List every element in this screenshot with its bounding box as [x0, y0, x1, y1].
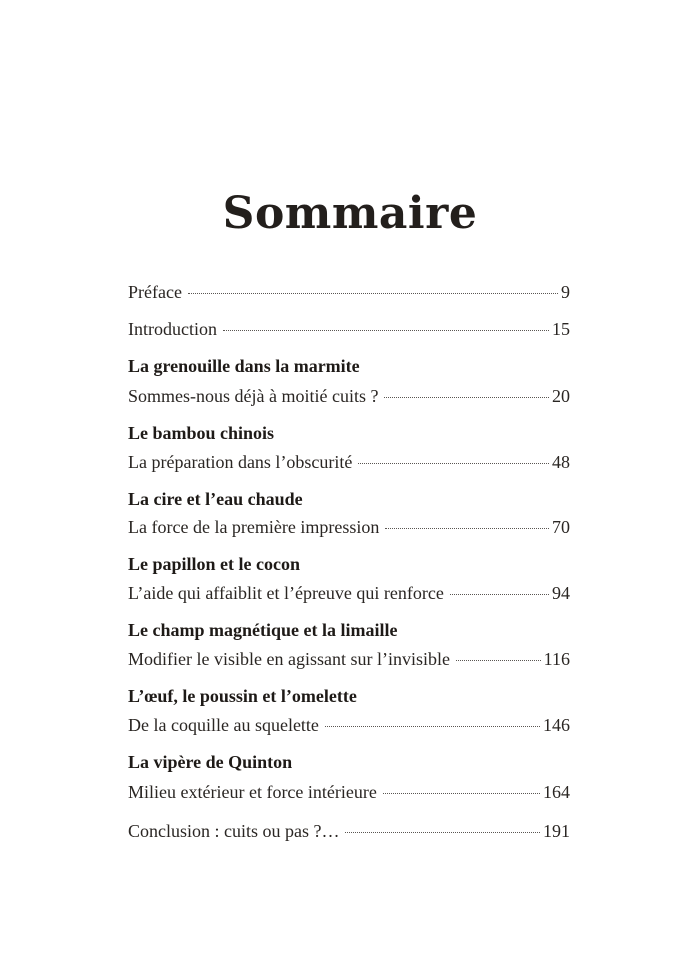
entry-label: Milieu extérieur et force intérieure: [128, 782, 377, 802]
chapter-title: Le papillon et le cocon: [128, 554, 300, 574]
dot-leader: [223, 330, 549, 331]
chapter-title: L’œuf, le poussin et l’omelette: [128, 686, 357, 706]
toc-entry-chapter-2[interactable]: [128, 449, 570, 475]
entry-label: Préface: [128, 282, 182, 302]
chapter-title: Le champ magnétique et la limaille: [128, 620, 398, 640]
page-number: 116: [543, 649, 570, 669]
toc-entry-conclusion[interactable]: [128, 818, 570, 844]
toc-entry-chapter-7[interactable]: [128, 779, 570, 805]
entry-label: La force de la première impression: [128, 517, 380, 537]
entry-label: Modifier le visible en agissant sur l’invisible: [128, 649, 450, 669]
page-number: 146: [543, 715, 570, 735]
dot-leader: [450, 594, 549, 595]
dot-leader: [384, 397, 549, 398]
entry-label: Sommes-nous déjà à moitié cuits ?: [128, 386, 379, 406]
dot-leader: [383, 793, 540, 794]
toc-entry-chapter-1[interactable]: [128, 383, 570, 409]
toc-entry-preface[interactable]: [128, 279, 570, 305]
chapter-title: La grenouille dans la marmite: [128, 356, 360, 376]
entry-label: La préparation dans l’obscurité: [128, 452, 353, 472]
page-number: 48: [552, 452, 570, 472]
entry-label: Introduction: [128, 319, 217, 339]
dot-leader: [345, 832, 540, 833]
dot-leader: [456, 660, 541, 661]
entry-label: L’aide qui affaiblit et l’épreuve qui renforce: [128, 583, 444, 603]
toc-entry-chapter-6[interactable]: [128, 712, 570, 738]
page-number: 164: [543, 782, 570, 802]
page-number: 191: [543, 821, 570, 841]
page-number: 9: [561, 282, 570, 302]
entry-label: Conclusion : cuits ou pas ?…: [128, 821, 340, 841]
toc-entry-chapter-4[interactable]: [128, 580, 570, 606]
page-number: 70: [552, 517, 570, 537]
entry-label: De la coquille au squelette: [128, 715, 319, 735]
page-title: Sommaire: [222, 188, 478, 239]
dot-leader: [385, 528, 549, 529]
dot-leader: [188, 293, 558, 294]
chapter-title: La vipère de Quinton: [128, 752, 293, 772]
dot-leader: [325, 726, 540, 727]
chapter-title: Le bambou chinois: [128, 423, 275, 443]
page-number: 20: [552, 386, 570, 406]
toc-entry-introduction[interactable]: [128, 316, 570, 342]
toc-entry-chapter-5[interactable]: [128, 646, 570, 672]
chapter-title: La cire et l’eau chaude: [128, 489, 303, 509]
page-number: 94: [552, 583, 570, 603]
toc-entry-chapter-3[interactable]: [128, 514, 570, 540]
page-number: 15: [552, 319, 570, 339]
dot-leader: [358, 463, 549, 464]
